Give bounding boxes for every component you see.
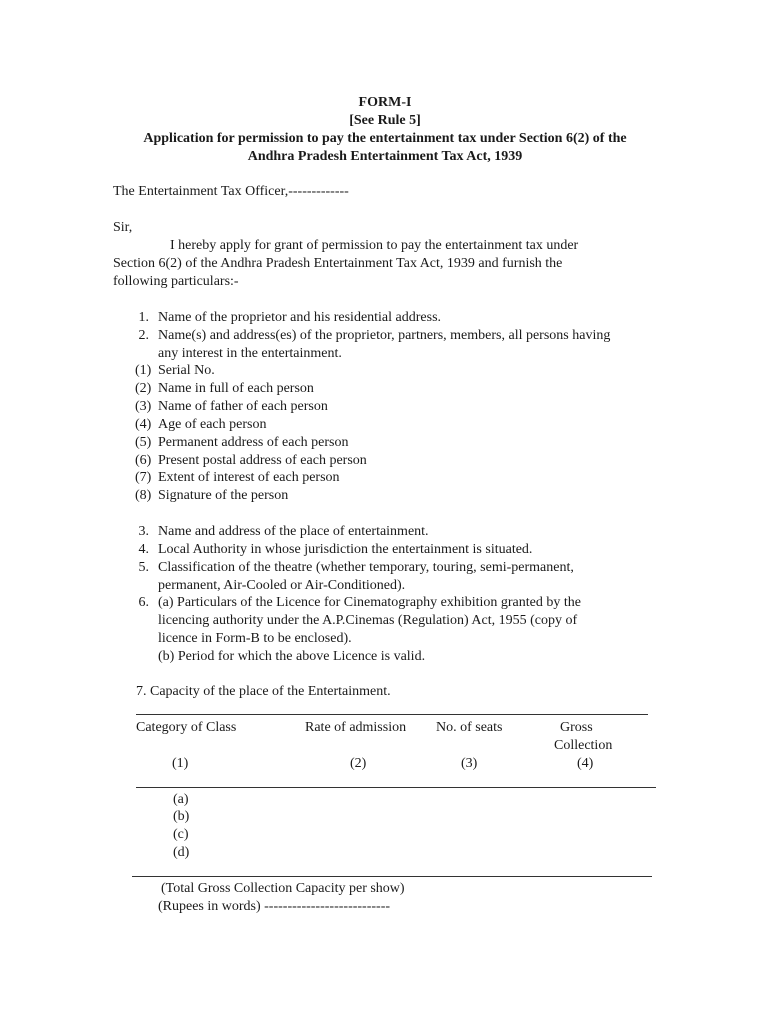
intro-line-2: Section 6(2) of the Andhra Pradesh Entertainment Tax Act, 1939 and furnish the (113, 256, 563, 271)
item-5-continuation: permanent, Air-Cooled or Air-Conditioned). (158, 578, 406, 593)
item-3-text: Name and address of the place of entertainment. (158, 524, 429, 539)
subitem-text: Permanent address of each person (158, 435, 349, 450)
table-top-rule (136, 714, 648, 715)
table-header-rule (136, 787, 656, 788)
item-number: 5. (138, 560, 149, 575)
item-6a-continuation-1: licencing authority under the A.P.Cinemas (Regulation) Act, 1955 (copy of (158, 613, 578, 628)
subitem-text: Signature of the person (158, 488, 289, 503)
item-2-text: Name(s) and address(es) of the proprietor, partners, members, all persons having (158, 328, 611, 343)
intro-line-3: following particulars:- (113, 274, 239, 289)
item-1-text: Name of the proprietor and his residential address. (158, 310, 442, 325)
subitem-text: Age of each person (158, 417, 267, 432)
column-number: (4) (577, 756, 594, 771)
table-bottom-rule (132, 876, 652, 877)
column-number: (3) (461, 756, 478, 771)
item-5-text: Classification of the theatre (whether temporary, touring, semi-permanent, (158, 560, 574, 575)
table-header-collection: Collection (554, 738, 613, 753)
subitem-number: (8) (135, 488, 152, 503)
addressee: The Entertainment Tax Officer,------------- (113, 184, 349, 199)
subitem-text: Present postal address of each person (158, 453, 367, 468)
item-number: 3. (138, 524, 149, 539)
column-number: (1) (172, 756, 189, 771)
table-row-label: (a) (173, 792, 189, 807)
subitem-number: (3) (135, 399, 152, 414)
subitem-number: (2) (135, 381, 152, 396)
item-number: 6. (138, 595, 149, 610)
form-subtitle-line-1: Application for permission to pay the entertainment tax under Section 6(2) of the (143, 131, 627, 146)
subitem-number: (7) (135, 470, 152, 485)
subitem-number: (1) (135, 363, 152, 378)
subitem-text: Name in full of each person (158, 381, 314, 396)
total-gross-collection-label: (Total Gross Collection Capacity per show) (161, 881, 405, 896)
form-title: FORM-I (358, 95, 412, 110)
table-header-rate: Rate of admission (305, 720, 407, 735)
salutation: Sir, (113, 220, 133, 235)
table-row-label: (d) (173, 845, 190, 860)
item-2-continuation: any interest in the entertainment. (158, 346, 342, 361)
table-row-label: (c) (173, 827, 189, 842)
item-6a-continuation-2: licence in Form-B to be enclosed). (158, 631, 352, 646)
subitem-number: (6) (135, 453, 152, 468)
subitem-text: Name of father of each person (158, 399, 328, 414)
item-7-text: 7. Capacity of the place of the Entertainment. (136, 684, 391, 699)
item-4-text: Local Authority in whose jurisdiction the entertainment is situated. (158, 542, 533, 557)
item-number: 2. (138, 328, 149, 343)
item-number: 4. (138, 542, 149, 557)
table-header-gross: Gross (560, 720, 593, 735)
item-number: 1. (138, 310, 149, 325)
intro-line-1: I hereby apply for grant of permission to pay the entertainment tax under (170, 238, 579, 253)
subitem-number: (5) (135, 435, 152, 450)
rule-reference: [See Rule 5] (349, 113, 421, 128)
item-6a-text: (a) Particulars of the Licence for Cinematography exhibition granted by the (158, 595, 581, 610)
subitem-text: Serial No. (158, 363, 215, 378)
column-number: (2) (350, 756, 367, 771)
item-6b-text: (b) Period for which the above Licence is valid. (158, 649, 426, 664)
table-header-seats: No. of seats (436, 720, 503, 735)
subitem-number: (4) (135, 417, 152, 432)
rupees-in-words-line: (Rupees in words) --------------------------- (158, 899, 391, 914)
form-subtitle-line-2: Andhra Pradesh Entertainment Tax Act, 1939 (247, 149, 523, 164)
table-header-category: Category of Class (136, 720, 237, 735)
subitem-text: Extent of interest of each person (158, 470, 340, 485)
table-row-label: (b) (173, 809, 190, 824)
